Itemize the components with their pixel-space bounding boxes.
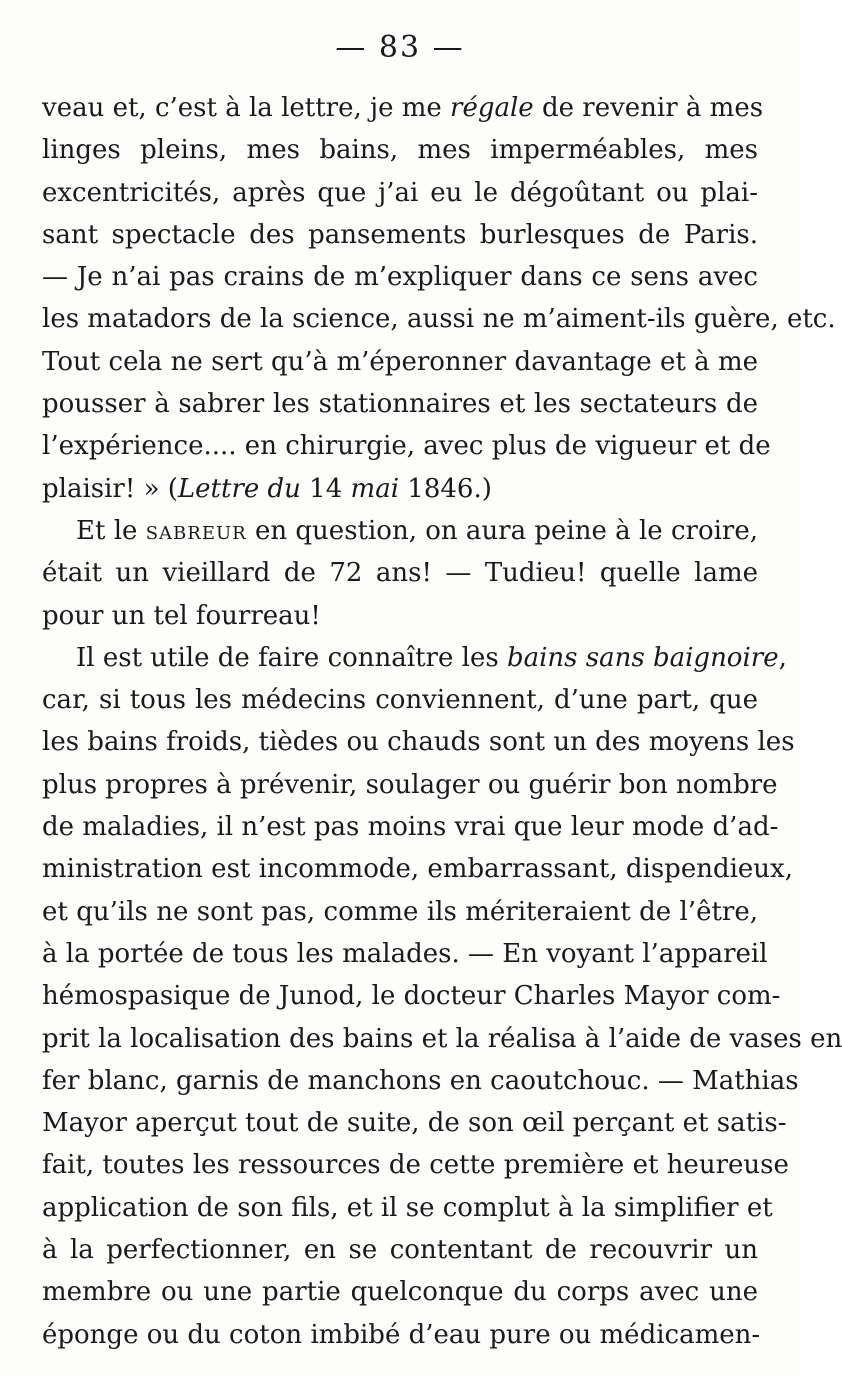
text-line — [42, 1314, 761, 1356]
text-run: car, si tous les médecins conviennent, d’une part, que — [42, 685, 758, 716]
text-line — [42, 891, 758, 933]
text-run: les bains froids, tièdes ou chauds sont un des moyens les — [42, 727, 795, 758]
text-run: membre ou une partie quelconque du corps avec une — [42, 1277, 758, 1308]
text-run: à la perfectionner, en se contentant de recouvrir un — [42, 1235, 758, 1266]
text-run: Mayor aperçut tout de suite, de son œil perçant et satis- — [42, 1108, 787, 1139]
text-line — [42, 1018, 842, 1060]
text-line — [42, 383, 758, 425]
text-line — [42, 1187, 773, 1229]
text-line — [42, 933, 768, 975]
text-line — [42, 298, 836, 340]
text-run: , — [778, 642, 787, 673]
text-run: de maladies, il n’est pas moins vrai que leur mode d’ad- — [42, 812, 779, 843]
text-run: à la portée de tous les malades. — En voyant l’appareil — [42, 938, 768, 969]
text-run: application de son fils, et il se complut à la simplifier et — [42, 1192, 773, 1223]
text-run: pousser à sabrer les stationnaires et les sectateurs de — [42, 389, 758, 420]
text-line — [42, 1271, 758, 1313]
text-line — [42, 595, 758, 637]
text-line — [42, 806, 779, 848]
text-line — [42, 341, 758, 383]
text-run: pour un tel fourreau! — [42, 600, 321, 631]
text-line — [42, 468, 758, 510]
text-run: 14 — [300, 473, 351, 504]
text-run: plus propres à prévenir, soulager ou guérir bon nombre — [42, 769, 778, 800]
text-line — [42, 87, 764, 129]
text-run: excentricités, après que j’ai eu le dégoûtant ou plai- — [42, 177, 758, 208]
text-line — [42, 848, 793, 890]
text-run: veau et, c’est à la lettre, je me — [42, 93, 451, 123]
text-run: Tout cela ne sert qu’à m’éperonner davantage et à me — [42, 346, 758, 377]
text-line — [42, 975, 781, 1017]
text-run: Il est utile de faire connaître les — [76, 642, 507, 673]
text-run: Et le — [76, 515, 146, 546]
text-run: prit la localisation des bains et la réalisa à l’aide de vases en — [42, 1023, 842, 1054]
text-run: plaisir! » ( — [42, 473, 178, 504]
text-run: linges pleins, mes bains, mes imperméables, mes — [42, 135, 758, 166]
text-line — [42, 637, 787, 679]
text-run: était un vieillard de 72 ans! — Tudieu! quelle lame — [42, 558, 758, 589]
italic-text: mai — [350, 473, 400, 504]
text-line — [42, 172, 758, 214]
text-run: de revenir à mes — [533, 93, 764, 123]
body-text — [42, 87, 842, 1356]
text-line — [42, 1060, 799, 1102]
text-run: sant spectacle des pansements burlesques de Paris. — [42, 219, 758, 250]
text-run: hémospasique de Junod, le docteur Charles Mayor com- — [42, 981, 781, 1012]
text-run: éponge ou du coton imbibé d’eau pure ou médicamen- — [42, 1319, 761, 1350]
text-line — [42, 552, 758, 594]
text-line — [42, 1144, 789, 1186]
text-run: 1846.) — [399, 473, 492, 504]
text-line — [42, 679, 758, 721]
text-line — [42, 425, 771, 467]
text-line — [42, 129, 758, 171]
text-line — [42, 764, 778, 806]
text-run: en question, on aura peine à le croire, — [246, 515, 758, 546]
text-line — [42, 1229, 758, 1271]
italic-text: Lettre du — [177, 473, 301, 504]
text-run: les matadors de la science, aussi ne m’aiment-ils guère, etc. — [42, 304, 836, 335]
text-line — [42, 721, 795, 763]
italic-text: bains sans baignoire — [506, 642, 779, 673]
text-run: l’expérience.... en chirurgie, avec plus de vigueur et de — [42, 431, 771, 462]
italic-text: régale — [450, 93, 534, 123]
text-line — [42, 510, 758, 552]
text-run: fer blanc, garnis de manchons en caoutchouc. — Mathias — [42, 1065, 799, 1096]
text-run: fait, toutes les ressources de cette première et heureuse — [42, 1150, 789, 1181]
text-line — [42, 1102, 787, 1144]
text-run: — Je n’ai pas crains de m’expliquer dans ce sens avec — [42, 262, 758, 293]
text-run: et qu’ils ne sont pas, comme ils mériteraient de l’être, — [42, 896, 758, 927]
page-number: — 83 — — [335, 30, 465, 65]
text-run: ministration est incommode, embarrassant, dispendieux, — [42, 854, 793, 885]
text-line — [42, 256, 758, 298]
small-caps-text: sabreur — [145, 515, 247, 546]
text-line — [42, 214, 758, 256]
